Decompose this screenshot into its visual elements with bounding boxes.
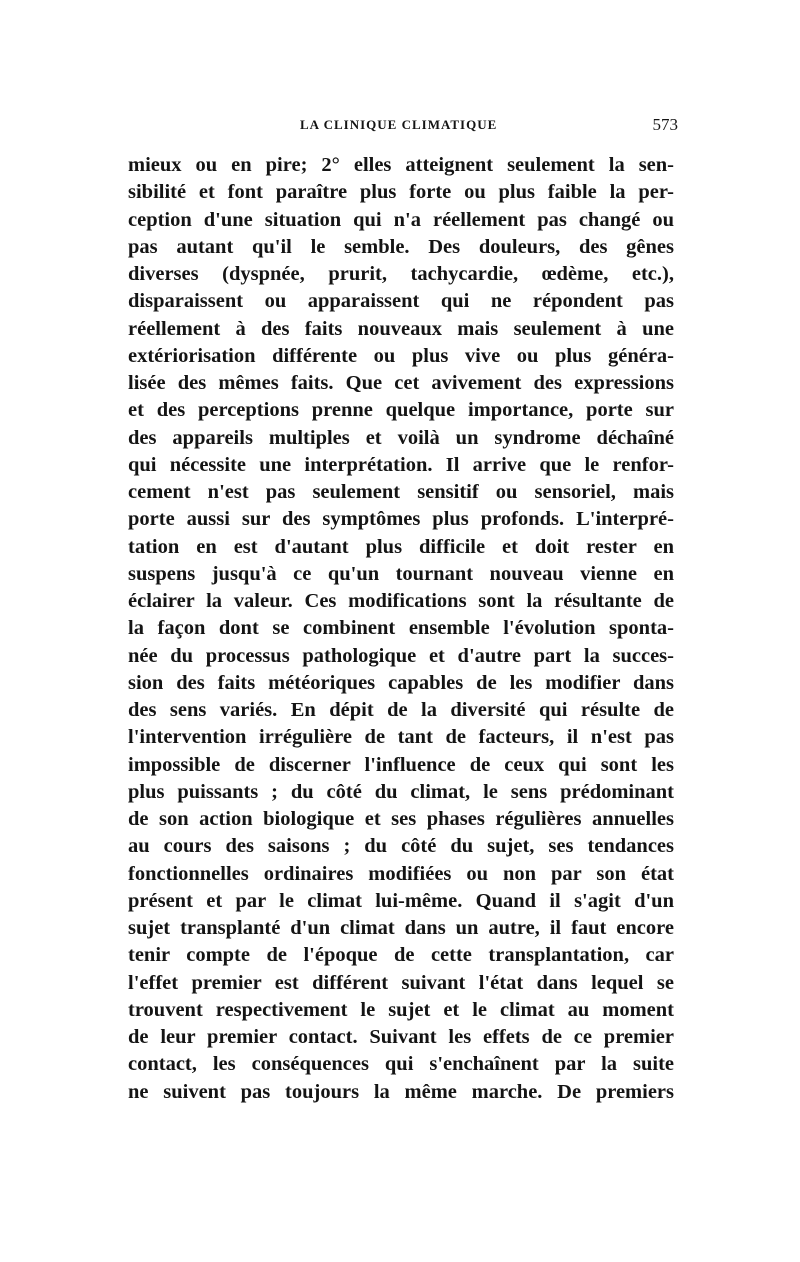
text-line: impossible de discerner l'influence de ceux qui sont les — [128, 753, 674, 776]
text-line: sibilité et font paraître plus forte ou plus faible la per- — [128, 181, 674, 204]
running-head — [128, 117, 678, 137]
text-line: de son action biologique et ses phases régulières annuelles — [128, 808, 674, 830]
text-line: contact, les conséquences qui s'enchaînent par la suite — [128, 1053, 674, 1076]
text-line: sujet transplanté d'un climat dans un autre, il faut encore — [128, 917, 674, 939]
text-line: née du processus pathologique et d'autre part la succes- — [128, 644, 674, 667]
text-line: pas autant qu'il le semble. Des douleurs, des gênes — [128, 235, 674, 258]
text-line: des appareils multiples et voilà un syndrome déchaîné — [128, 426, 674, 449]
text-line: mieux ou en pire; 2° elles atteignent seulement la sen- — [128, 154, 674, 176]
text-line: éclairer la valeur. Ces modifications sont la résultante de — [128, 590, 674, 612]
running-title: LA CLINIQUE CLIMATIQUE — [300, 117, 498, 132]
text-line: porte aussi sur des symptômes plus profonds. L'interpré- — [128, 508, 674, 531]
text-line: ception d'une situation qui n'a réellement pas changé ou — [128, 208, 674, 231]
text-line: des sens variés. En dépit de la diversité qui résulte de — [128, 699, 674, 721]
text-line: de leur premier contact. Suivant les effets de ce premier — [128, 1026, 674, 1048]
text-line: réellement à des faits nouveaux mais seulement à une — [128, 317, 674, 340]
text-line: qui nécessite une interprétation. Il arrive que le renfor- — [128, 453, 674, 476]
text-line: la façon dont se combinent ensemble l'évolution sponta- — [128, 617, 674, 640]
text-line: trouvent respectivement le sujet et le climat au moment — [128, 998, 674, 1021]
text-line: tation en est d'autant plus difficile et doit rester en — [128, 535, 674, 558]
text-line: plus puissants ; du côté du climat, le sens prédominant — [128, 780, 674, 803]
text-line: lisée des mêmes faits. Que cet avivement des expressions — [128, 372, 674, 394]
text-line: l'effet premier est différent suivant l'état dans lequel se — [128, 971, 674, 994]
text-line: cement n'est pas seulement sensitif ou sensoriel, mais — [128, 481, 674, 503]
text-line: tenir compte de l'époque de cette transplantation, car — [128, 944, 674, 967]
page-number: 573 — [652, 115, 678, 134]
text-line: extériorisation différente ou plus vive ou plus généra- — [128, 344, 674, 367]
text-line: diverses (dyspnée, prurit, tachycardie, œdème, etc.), — [128, 263, 674, 285]
text-line: disparaissent ou apparaissent qui ne répondent pas — [128, 290, 674, 313]
text-line: au cours des saisons ; du côté du sujet, ses tendances — [128, 835, 674, 858]
text-line: et des perceptions prenne quelque importance, porte sur — [128, 399, 674, 422]
body-text — [128, 152, 674, 1106]
text-line: présent et par le climat lui-même. Quand il s'agit d'un — [128, 889, 674, 912]
text-line: suspens jusqu'à ce qu'un tournant nouveau vienne en — [128, 562, 674, 585]
text-line: ne suivent pas toujours la même marche. De premiers — [128, 1080, 674, 1103]
text-line: sion des faits météoriques capables de les modifier dans — [128, 671, 674, 694]
text-line: fonctionnelles ordinaires modifiées ou non par son état — [128, 862, 674, 885]
text-line: l'intervention irrégulière de tant de facteurs, il n'est pas — [128, 726, 674, 749]
